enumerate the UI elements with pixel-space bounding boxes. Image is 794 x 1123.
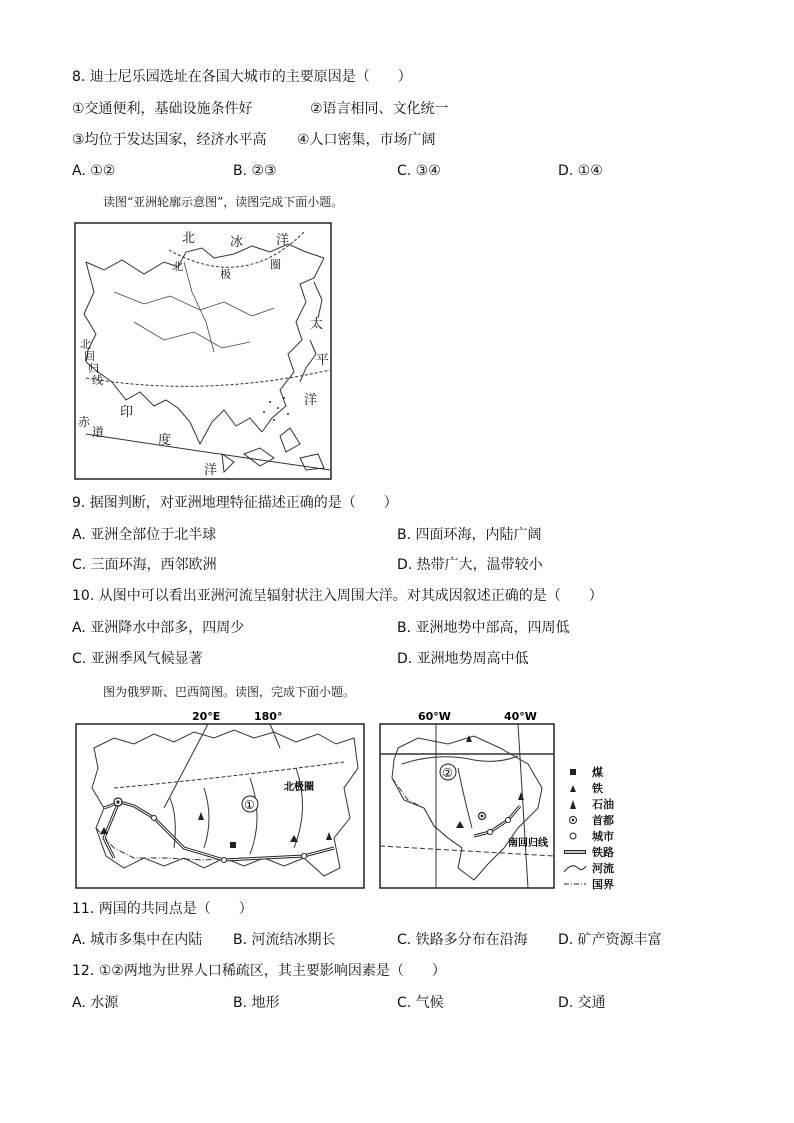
q10-stem: 10. 从图中可以看出亚洲河流呈辐射状注入周围大洋。对其成因叙述正确的是（ ）	[72, 588, 603, 604]
q9-option-a[interactable]: A. 亚洲全部位于北半球	[72, 527, 217, 543]
q11-option-c[interactable]: C. 铁路多分布在沿海	[397, 932, 528, 948]
legend-capital: 首都	[592, 814, 614, 827]
legend-river: 河流	[592, 862, 614, 875]
russia-lon-20e: 20°E	[192, 710, 221, 723]
q10-option-c[interactable]: C. 亚洲季风气候显著	[72, 651, 203, 667]
q9-option-b[interactable]: B. 四面环海，内陆广阔	[397, 527, 542, 543]
map-legend	[560, 762, 650, 892]
label-hui: 回	[84, 350, 95, 363]
q8-option-d[interactable]: D. ①④	[558, 163, 603, 179]
q11-option-d[interactable]: D. 矿产资源丰富	[558, 932, 662, 948]
label-dao: 道	[92, 425, 105, 439]
q8-option-a[interactable]: A. ①②	[72, 163, 116, 179]
q8-option-b[interactable]: B. ②③	[233, 163, 277, 179]
q8-statement-1: ①交通便利，基础设施条件好	[72, 101, 253, 117]
label-bei3: 北	[80, 338, 91, 351]
q8-stem: 8. 迪士尼乐园选址在各国大城市的主要原因是（ ）	[72, 69, 412, 85]
label-gui: 归	[88, 362, 99, 375]
q8-statement-2: ②语言相同、文化统一	[310, 101, 449, 117]
q12-option-d[interactable]: D. 交通	[558, 995, 606, 1011]
legend-city: 城市	[592, 830, 614, 843]
q9-option-d[interactable]: D. 热带广大，温带较小	[397, 557, 543, 573]
q8-statement-4: ④人口密集，市场广阔	[297, 132, 436, 148]
q9-stem: 9. 据图判断，对亚洲地理特征描述正确的是（ ）	[72, 495, 398, 511]
label-yang3: 洋	[204, 463, 218, 478]
label-bing: 冰	[230, 235, 244, 250]
label-xian: 线	[92, 374, 103, 387]
label-du: 度	[158, 433, 172, 448]
label-bei2: 北	[172, 260, 183, 273]
label-yang1: 洋	[276, 233, 290, 248]
tropic-label: 南回归线	[508, 838, 548, 849]
legend-iron: 铁	[592, 782, 603, 795]
q11-stem: 11. 两国的共同点是（ ）	[72, 901, 253, 917]
q8-statement-3: ③均位于发达国家，经济水平高	[72, 132, 267, 148]
q10-option-b[interactable]: B. 亚洲地势中部高，四周低	[397, 620, 570, 636]
q11-option-a[interactable]: A. 城市多集中在内陆	[72, 932, 203, 948]
legend-border: 国界	[592, 878, 614, 891]
arctic-circle-label: 北极圈	[284, 782, 314, 793]
q12-option-b[interactable]: B. 地形	[233, 995, 280, 1011]
label-bei: 北	[182, 231, 196, 246]
intro-russia-brazil: 图为俄罗斯、巴西简图。读图，完成下面小题。	[103, 685, 356, 699]
label-quan: 圈	[270, 258, 281, 271]
russia-lon-180: 180°	[254, 710, 283, 723]
label-ping: 平	[316, 353, 330, 368]
q12-option-a[interactable]: A. 水源	[72, 995, 119, 1011]
brazil-lon-40w: 40°W	[504, 710, 537, 723]
q10-option-d[interactable]: D. 亚洲地势周高中低	[397, 651, 529, 667]
legend-oil: 石油	[592, 798, 614, 811]
label-yang2: 洋	[304, 393, 318, 408]
q10-option-a[interactable]: A. 亚洲降水中部多，四周少	[72, 620, 245, 636]
brazil-area-mark: ②	[442, 766, 453, 780]
brazil-lon-60w: 60°W	[418, 710, 451, 723]
intro-asia: 读图“亚洲轮廓示意图”，读图完成下面小题。	[103, 195, 344, 209]
label-chi: 赤	[78, 415, 91, 429]
label-ji: 极	[220, 268, 231, 281]
label-tai: 太	[310, 317, 324, 332]
q12-option-c[interactable]: C. 气候	[397, 995, 444, 1011]
q11-option-b[interactable]: B. 河流结冰期长	[233, 932, 336, 948]
legend-railway: 铁路	[592, 846, 614, 859]
q8-option-c[interactable]: C. ③④	[397, 163, 441, 179]
russia-area-mark: ①	[244, 798, 255, 812]
asia-outline-map	[74, 222, 332, 480]
legend-coal: 煤	[592, 766, 603, 779]
russia-map	[74, 708, 368, 890]
q12-stem: 12. ①②两地为世界人口稀疏区，其主要影响因素是（ ）	[72, 963, 446, 979]
q9-option-c[interactable]: C. 三面环海，西邻欧洲	[72, 557, 217, 573]
brazil-map	[378, 708, 556, 890]
label-yin: 印	[120, 405, 134, 420]
